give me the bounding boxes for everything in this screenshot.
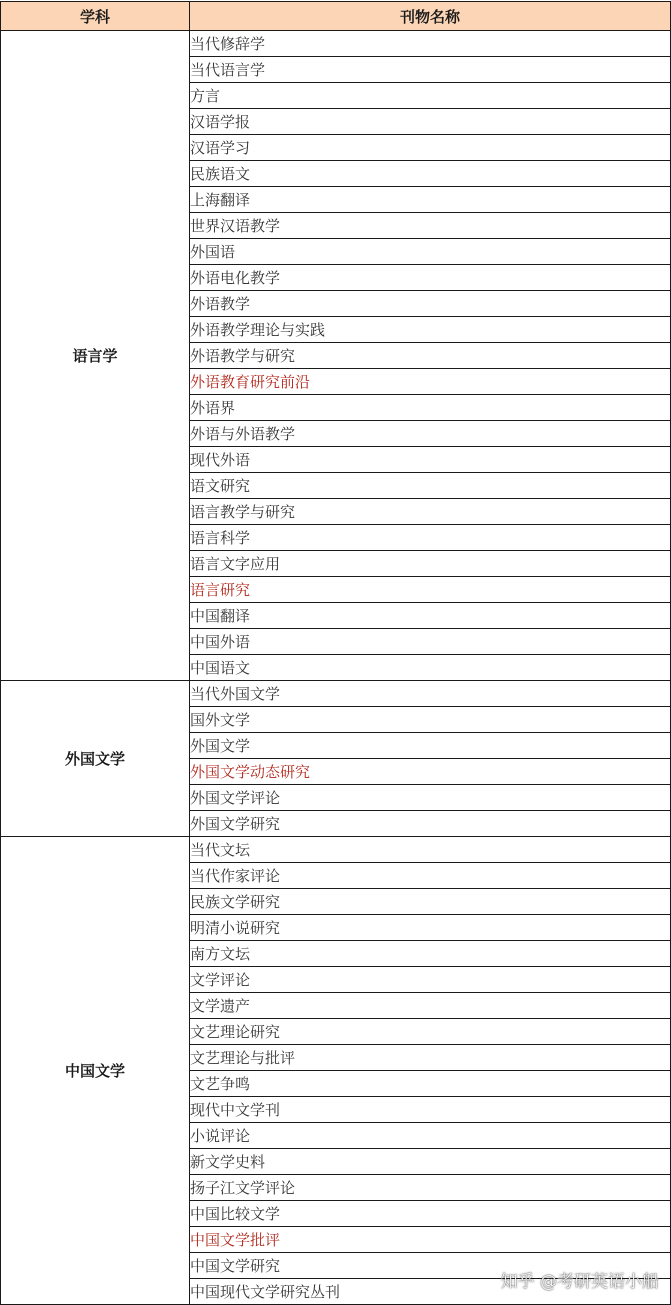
journal-name: 方言 — [190, 83, 671, 109]
journal-name: 中国语文 — [190, 655, 671, 681]
journal-name: 语言教学与研究 — [190, 499, 671, 525]
journal-name: 外国文学研究 — [190, 811, 671, 837]
journal-name: 外语与外语教学 — [190, 421, 671, 447]
journal-name: 南方文坛 — [190, 941, 671, 967]
subject-cell: 外国文学 — [1, 681, 190, 837]
journal-name: 汉语学习 — [190, 135, 671, 161]
journal-table — [0, 1, 671, 1305]
journal-name: 国外文学 — [190, 707, 671, 733]
journal-name: 当代语言学 — [190, 57, 671, 83]
journal-name: 文艺理论研究 — [190, 1019, 671, 1045]
journal-name: 现代外语 — [190, 447, 671, 473]
journal-name: 外语电化教学 — [190, 265, 671, 291]
journal-name: 当代修辞学 — [190, 31, 671, 57]
journal-name: 外国语 — [190, 239, 671, 265]
journal-name-highlighted: 外国文学动态研究 — [190, 759, 671, 785]
subject-cell: 中国文学 — [1, 837, 190, 1305]
journal-name: 上海翻译 — [190, 187, 671, 213]
watermark: 知乎 @考研英语小船 — [500, 1272, 659, 1292]
table-row — [1, 681, 671, 707]
journal-name-highlighted: 语言研究 — [190, 577, 671, 603]
journal-name: 扬子江文学评论 — [190, 1175, 671, 1201]
journal-name: 汉语学报 — [190, 109, 671, 135]
journal-name: 小说评论 — [190, 1123, 671, 1149]
journal-name: 外国文学 — [190, 733, 671, 759]
journal-name: 语文研究 — [190, 473, 671, 499]
table-header — [1, 2, 671, 31]
journal-name: 外语教学 — [190, 291, 671, 317]
journal-name: 语言文字应用 — [190, 551, 671, 577]
journal-name: 外语界 — [190, 395, 671, 421]
journal-name: 现代中文学刊 — [190, 1097, 671, 1123]
journal-name: 外语教学与研究 — [190, 343, 671, 369]
journal-name: 世界汉语教学 — [190, 213, 671, 239]
subject-cell: 语言学 — [1, 31, 190, 681]
journal-name: 新文学史料 — [190, 1149, 671, 1175]
journal-name: 中国外语 — [190, 629, 671, 655]
journal-name: 中国文学研究 — [190, 1253, 671, 1279]
journal-name: 文艺争鸣 — [190, 1071, 671, 1097]
journal-name-highlighted: 外语教育研究前沿 — [190, 369, 671, 395]
journal-name: 民族语文 — [190, 161, 671, 187]
table-row — [1, 31, 671, 57]
journal-name: 文学遗产 — [190, 993, 671, 1019]
journal-name: 明清小说研究 — [190, 915, 671, 941]
journal-name: 中国现代文学研究丛刊 — [190, 1279, 671, 1305]
journal-name: 中国比较文学 — [190, 1201, 671, 1227]
journal-name: 民族文学研究 — [190, 889, 671, 915]
journal-name: 中国翻译 — [190, 603, 671, 629]
journal-name: 当代作家评论 — [190, 863, 671, 889]
journal-name: 文学评论 — [190, 967, 671, 993]
journal-name-highlighted: 中国文学批评 — [190, 1227, 671, 1253]
header-row — [1, 2, 671, 31]
journal-name: 外语教学理论与实践 — [190, 317, 671, 343]
header-journal-name: 刊物名称 — [190, 2, 671, 31]
journal-name: 当代外国文学 — [190, 681, 671, 707]
journal-name: 文艺理论与批评 — [190, 1045, 671, 1071]
journal-name: 外国文学评论 — [190, 785, 671, 811]
journal-name: 当代文坛 — [190, 837, 671, 863]
table-body — [1, 31, 671, 1305]
journal-name: 语言科学 — [190, 525, 671, 551]
header-subject: 学科 — [1, 2, 190, 31]
table-row — [1, 837, 671, 863]
